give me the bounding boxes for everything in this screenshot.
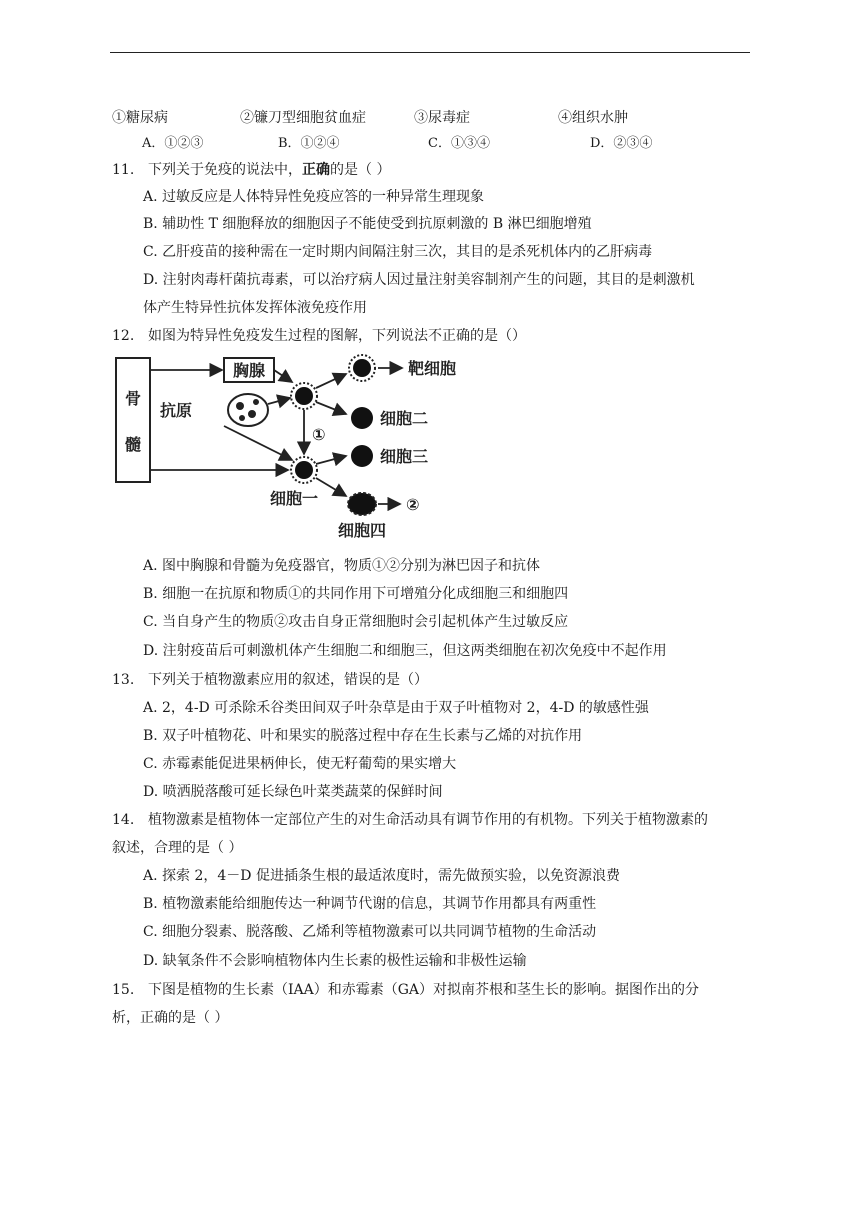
q14-option-d: D. 缺氧条件不会影响植物体内生长素的极性运输和非极性运输	[143, 953, 527, 969]
bone-marrow-label-1: 骨	[124, 389, 142, 408]
cell-three-icon	[351, 445, 373, 467]
q11-option-c: C. 乙肝疫苗的接种需在一定时期内间隔注射三次，其目的是杀死机体内的乙肝病毒	[143, 244, 653, 260]
prev-choice-3: ③尿毒症	[414, 110, 470, 126]
q11-number: 11.	[112, 162, 135, 178]
t-cell-icon	[291, 383, 317, 409]
q15-stem-line2: 析，正确的是（ ）	[112, 1010, 229, 1026]
thymus-label: 胸腺	[232, 361, 266, 380]
cell-two-label: 细胞二	[380, 409, 429, 428]
prev-choice-4: ④组织水肿	[558, 110, 628, 126]
cell-one-label: 细胞一	[270, 489, 319, 508]
q13-number: 13.	[112, 672, 135, 688]
q15-stem-line1	[112, 980, 699, 1000]
q11-option-d-line2: 体产生特异性抗体发挥体液免疫作用	[143, 300, 367, 316]
cell-three-label: 细胞三	[380, 447, 429, 466]
q14-option-a: A. 探索 2，4－D 促进插条生根的最适浓度时，需先做预实验，以免资源浪费	[143, 868, 620, 884]
prev-option-a: A．①②③	[142, 136, 204, 151]
q11-stem	[112, 160, 390, 180]
q11-option-b: B. 辅助性 T 细胞释放的细胞因子不能使受到抗原刺激的 B 淋巴细胞增殖	[143, 216, 592, 232]
q13-option-a: A. 2，4-D 可杀除禾谷类田间双子叶杂草是由于双子叶植物对 2，4-D 的敏感性强	[143, 700, 649, 716]
q14-stem-line2: 叙述，合理的是（ ）	[112, 840, 243, 856]
header-rule	[110, 52, 750, 53]
q13-stem	[112, 670, 428, 690]
q15-number: 15.	[112, 982, 135, 998]
prev-option-c: C．①③④	[428, 136, 490, 151]
cell-one-icon	[291, 457, 317, 483]
prev-choice-2: ②镰刀型细胞贫血症	[240, 110, 366, 126]
bone-marrow-box	[116, 358, 150, 482]
bone-marrow-label-2: 髓	[124, 435, 142, 454]
q12-stem	[112, 326, 526, 346]
q14-option-c: C. 细胞分裂素、脱落酸、乙烯利等植物激素可以共同调节植物的生命活动	[143, 924, 597, 940]
q13-option-c: C. 赤霉素能促进果柄伸长，使无籽葡萄的果实增大	[143, 756, 457, 772]
q14-number: 14.	[112, 812, 135, 828]
q14-option-b: B. 植物激素能给细胞传达一种调节代谢的信息，其调节作用都具有两重性	[143, 896, 597, 912]
q12-option-c: C. 当自身产生的物质②攻击自身正常细胞时会引起机体产生过敏反应	[143, 614, 569, 630]
q13-option-b: B. 双子叶植物花、叶和果实的脱落过程中存在生长素与乙烯的对抗作用	[143, 728, 583, 744]
material-2-label: ②	[406, 495, 420, 514]
cell-four-label: 细胞四	[338, 521, 387, 540]
q12-stem-text: 如图为特异性免疫发生过程的图解，下列说法不正确的是（）	[148, 328, 526, 344]
immunity-diagram	[112, 352, 472, 544]
q12-number: 12.	[112, 328, 135, 344]
q11-stem-bold: 正确	[302, 162, 330, 178]
antigen-label: 抗原	[160, 401, 193, 420]
q14-stem-line1	[112, 810, 708, 830]
prev-option-d: D．②③④	[590, 136, 653, 151]
antigen-icon	[228, 394, 268, 426]
prev-choices-row	[112, 108, 752, 128]
effector-t-cell-icon	[349, 355, 375, 381]
q12-option-d: D. 注射疫苗后可刺激机体产生细胞二和细胞三，但这两类细胞在初次免疫中不起作用	[143, 643, 667, 659]
q14-stem-text-1: 植物激素是植物体一定部位产生的对生命活动具有调节作用的有机物。下列关于植物激素的	[148, 812, 708, 828]
prev-choice-1: ①糖尿病	[112, 110, 168, 126]
q11-option-d-line1: D. 注射肉毒杆菌抗毒素，可以治疗病人因过量注射美容制剂产生的问题，其目的是刺激机	[143, 272, 695, 288]
q12-option-b: B. 细胞一在抗原和物质①的共同作用下可增殖分化成细胞三和细胞四	[143, 586, 569, 602]
q15-stem-text-1: 下图是植物的生长素（IAA）和赤霉素（GA）对拟南芥根和茎生长的影响。据图作出的分	[148, 982, 700, 998]
target-cell-label: 靶细胞	[408, 359, 457, 378]
q11-option-a: A. 过敏反应是人体特异性免疫应答的一种异常生理现象	[143, 189, 485, 205]
cell-two-icon	[351, 407, 373, 429]
material-1-label: ①	[312, 425, 326, 444]
prev-options-row	[112, 134, 752, 154]
prev-option-b: B．①②④	[278, 136, 340, 151]
q11-stem-tail: 的是（ ）	[330, 162, 391, 178]
thymus-box	[224, 358, 274, 382]
cell-four-icon	[348, 493, 376, 515]
q12-option-a: A. 图中胸腺和骨髓为免疫器官，物质①②分别为淋巴因子和抗体	[143, 558, 541, 574]
q11-stem-text: 下列关于免疫的说法中，	[148, 162, 302, 178]
q13-option-d: D. 喷洒脱落酸可延长绿色叶菜类蔬菜的保鲜时间	[143, 784, 443, 800]
q13-stem-text: 下列关于植物激素应用的叙述，错误的是（）	[148, 672, 428, 688]
